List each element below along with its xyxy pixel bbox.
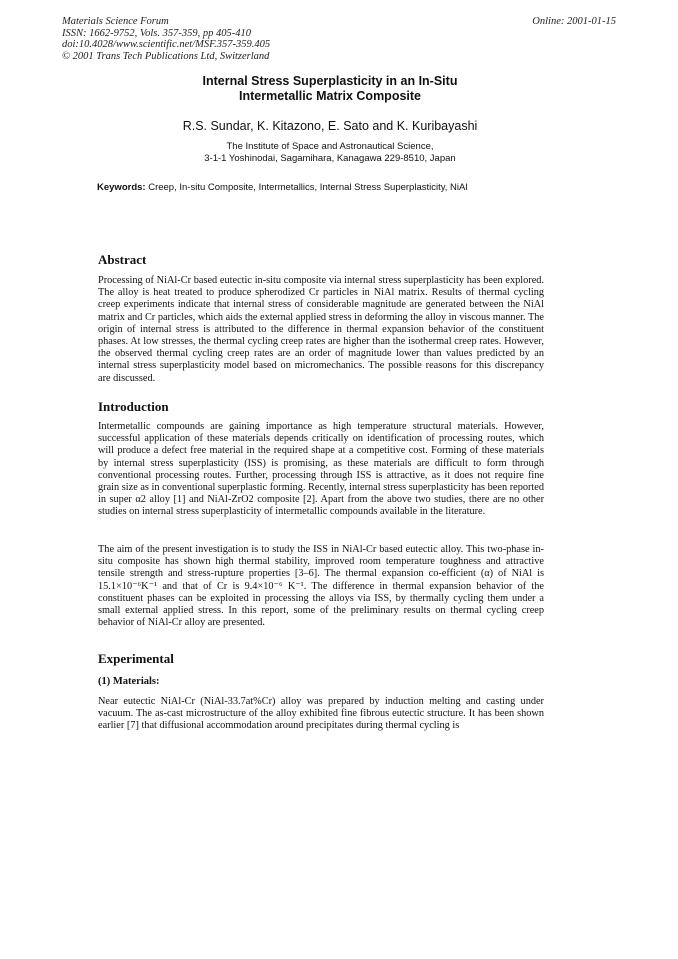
materials-subheading: (1) Materials: xyxy=(98,676,160,687)
introduction-paragraph-1: Intermetallic compounds are gaining importance as high temperature structural materials. However, successful application of these materials depends critically on identification of processing routes, which will produce a defect free material in the required shape at a competitive cost. Forming of these materials by internal stress superplasticity (ISS) is promising, as these materials are difficult to form through conventional processing routes. Further, processing through ISS is attractive, as it does not require fine grain size as in conventional superplastic forming. Recently, internal stress superplasticity has been reported in super α2 alloy [1] and NiAl-ZrO2 composite [2]. Apart from the above two studies, there are no other studies on internal stress superplasticity of intermetallic compounds available in the literature. xyxy=(98,421,544,518)
online-date: Online: 2001-01-15 xyxy=(532,16,616,27)
affiliation xyxy=(120,141,540,165)
journal-name: Materials Science Forum xyxy=(62,16,169,27)
copyright-line: © 2001 Trans Tech Publications Ltd, Switzerland xyxy=(62,50,270,62)
materials-paragraph: Near eutectic NiAl-Cr (NiAl-33.7at%Cr) alloy was prepared by induction melting and casting under vacuum. The as-cast microstructure of the alloy exhibited fine fibrous eutectic structure. It has been shown earlier [7] that diffusional accommodation around precipitates during thermal cycling is xyxy=(98,696,544,732)
abstract-heading: Abstract xyxy=(98,252,147,267)
keywords-list: Creep, In-situ Composite, Intermetallics, Internal Stress Superplasticity, NiAl xyxy=(148,182,468,193)
experimental-heading: Experimental xyxy=(98,651,174,666)
affiliation-line-1: The Institute of Space and Astronautical Science, xyxy=(226,141,434,152)
abstract-text: Processing of NiAl-Cr based eutectic in-situ composite via internal stress superplasticity has been explored. The alloy is heat treated to produce spherodized Cr particles in NiAl matrix. Results of thermal cycling creep experiments indicate that internal stress of considerable magnitude are generated between the NiAl matrix and Cr particles, which aids the external applied stress in deforming the alloy in viscous manner. The origin of internal stress is attributed to the difference in thermal expansion behavior of the constituent phases. At low stresses, the thermal cycling creep rates are higher than the isothermal creep rates. However, the observed thermal cycling creep rates are an order of magnitude lower than values predicted by an internal stress superplasticity model based on micromechanics. The possible reasons for this discrepancy are discussed. xyxy=(98,275,544,384)
issn-line: ISSN: 1662-9752, Vols. 357-359, pp 405-410 xyxy=(62,27,251,39)
title-line-1: Internal Stress Superplasticity in an In-Situ xyxy=(202,74,458,88)
authors: R.S. Sundar, K. Kitazono, E. Sato and K. Kuribayashi xyxy=(182,119,478,133)
affiliation-line-2: 3-1-1 Yoshinodai, Sagamihara, Kanagawa 229-8510, Japan xyxy=(204,153,456,164)
introduction-paragraph-2: The aim of the present investigation is to study the ISS in NiAl-Cr based eutectic alloy. This two-phase in-situ composite has shown high thermal stability, improved room temperature toughness and attractive tensile strength and stress-rupture properties [3–6]. The thermal expansion co-efficient (α) of NiAl is 15.1×10⁻⁶K⁻¹ and that of Cr is 9.4×10⁻⁶ K⁻¹. The difference in thermal expansion behavior of the constituent phases can be exploited in processing the alloys via ISS, by thermally cycling them under a small external applied stress. In this report, some of the preliminary results on thermal cycling creep behavior of NiAl-Cr alloy are presented. xyxy=(98,544,544,629)
doi-link[interactable]: doi:10.4028/www.scientific.net/MSF.357-359.405 xyxy=(62,39,271,50)
keywords-label: Keywords: xyxy=(97,182,146,193)
introduction-heading: Introduction xyxy=(98,399,169,414)
title-line-2: Intermetallic Matrix Composite xyxy=(239,89,421,103)
keywords xyxy=(97,182,577,193)
paper-title xyxy=(120,74,540,104)
journal-metadata xyxy=(62,16,402,62)
